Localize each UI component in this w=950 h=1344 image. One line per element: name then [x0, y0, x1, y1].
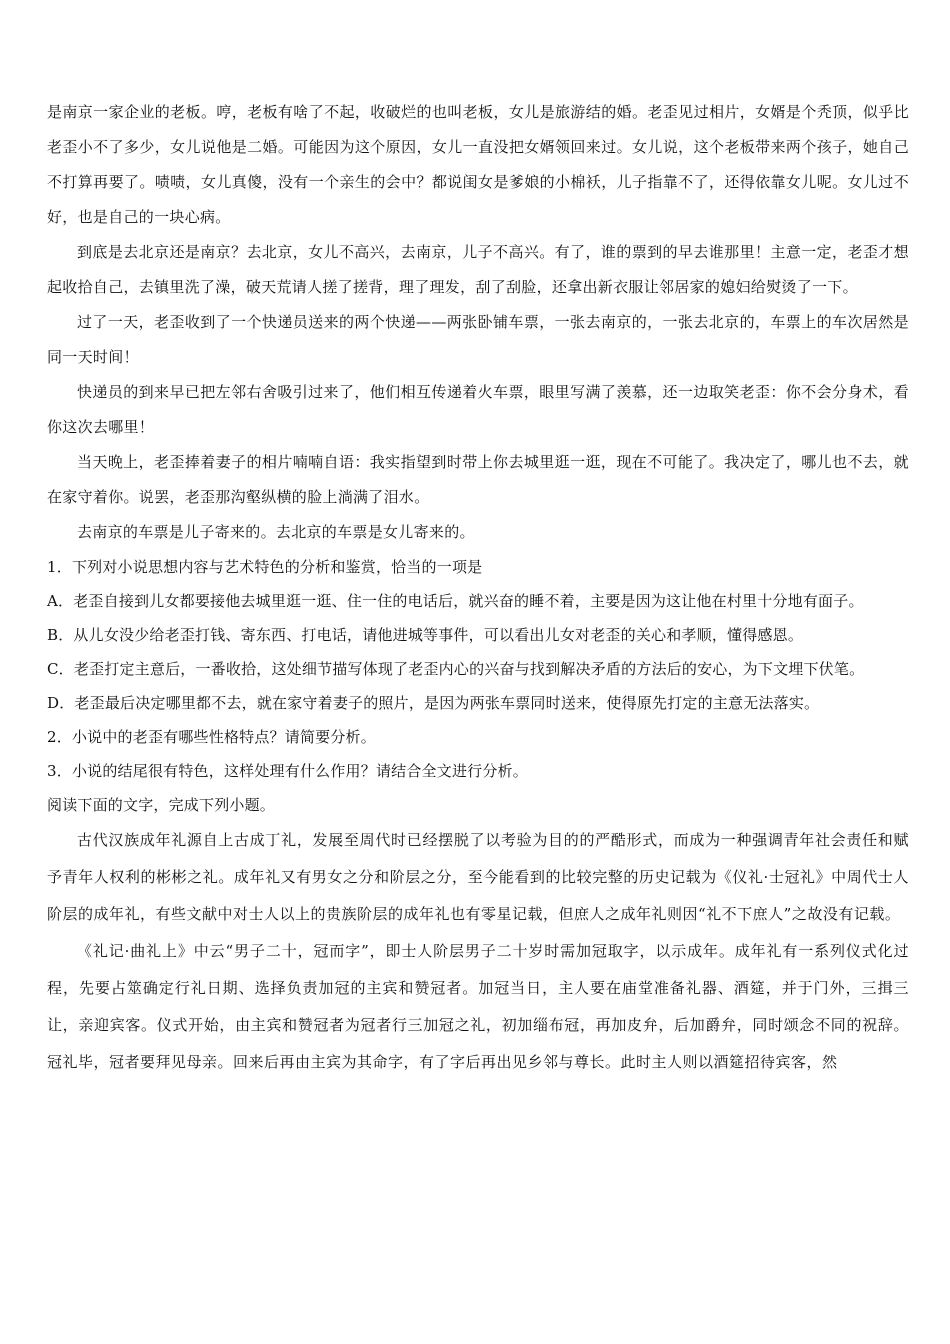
story-passage: [47, 95, 909, 550]
question-3: 3．小说的结尾很有特色，这样处理有什么作用？请结合全文进行分析。: [47, 762, 528, 780]
document-content: [47, 95, 909, 1081]
question-1-option-d: D．老歪最后决定哪里都不去，就在家守着妻子的照片，是因为两张车票同时送来，使得原先打定的主意无法落实。: [47, 694, 820, 712]
questions-section: [47, 550, 909, 788]
question-1-option-b: B．从儿女没少给老歪打钱、寄东西、打电话，请他进城等事件，可以看出儿女对老歪的关心和孝顺，懂得感恩。: [47, 626, 804, 644]
passage2-paragraph-1: 古代汉族成年礼源自上古成丁礼，发展至周代时已经摆脱了以考验为目的的严酷形式，而成为一种强调青年社会责任和赋予青年人权利的彬彬之礼。成年礼又有男女之分和阶层之分，至今能看到的比较完整的历史记载为《仪礼·士冠礼》中周代士人阶层的成年礼，有些文献中对士人以上的贵族阶层的成年礼也有零星记载，但庶人之成年礼则因“礼不下庶人”之故没有记载。: [47, 831, 909, 923]
story-paragraph-1: 是南京一家企业的老板。哼，老板有啥了不起，收破烂的也叫老板，女儿是旅游结的婚。老歪见过相片，女婿是个秃顶，似乎比老歪小不了多少，女儿说他是二婚。可能因为这个原因，女儿一直没把女婿领回来过。女儿说，这个老板带来两个孩子，她自己不打算再要了。啧啧，女儿真傻，没有一个亲生的会中？都说闺女是爹娘的小棉袄，儿子指靠不了，还得依靠女儿呢。女儿过不好，也是自己的一块心病。: [47, 103, 909, 226]
question-1-option-c: C．老歪打定主意后，一番收拾，这处细节描写体现了老歪内心的兴奋与找到解决矛盾的方法后的安心，为下文埋下伏笔。: [47, 660, 865, 678]
passage2-paragraph-2: 《礼记·曲礼上》中云“男子二十，冠而字”，即士人阶层男子二十岁时需加冠取字，以示成年。成年礼有一系列仪式化过程，先要占筮确定行礼日期、选择负责加冠的主宾和赞冠者。加冠当日，主人要在庙堂准备礼器、酒筵，并于门外，三揖三让，亲迎宾客。仪式开始，由主宾和赞冠者为冠者行三加冠之礼，初加缁布冠，再加皮弁，后加爵弁，同时颂念不同的祝辞。冠礼毕，冠者要拜见母亲。回来后再由主宾为其命字，有了字后再出见乡邻与尊长。此时主人则以酒筵招待宾客，然: [47, 942, 909, 1071]
reading-passage-2: [47, 788, 909, 1081]
question-2: 2．小说中的老歪有哪些性格特点？请简要分析。: [47, 728, 376, 746]
question-1-stem: 1．下列对小说思想内容与艺术特色的分析和鉴赏，恰当的一项是: [47, 558, 483, 576]
story-paragraph-6: 去南京的车票是儿子寄来的。去北京的车票是女儿寄来的。: [77, 523, 475, 541]
story-paragraph-4: 快递员的到来早已把左邻右舍吸引过来了，他们相互传递着火车票，眼里写满了羡慕，还一边取笑老歪：你不会分身术，看你这次去哪里！: [47, 383, 909, 436]
reading-instruction: 阅读下面的文字，完成下列小题。: [47, 796, 276, 814]
story-paragraph-3: 过了一天，老歪收到了一个快递员送来的两个快递——两张卧铺车票，一张去南京的，一张去北京的，车票上的车次居然是同一天时间！: [47, 313, 909, 366]
story-paragraph-2: 到底是去北京还是南京？去北京，女儿不高兴，去南京，儿子不高兴。有了，谁的票到的早去谁那里！主意一定，老歪才想起收拾自己，去镇里洗了澡，破天荒请人搓了搓背，理了理发，刮了刮脸，还拿出新衣服让邻居家的媳妇给熨烫了一下。: [47, 243, 909, 296]
story-paragraph-5: 当天晚上，老歪捧着妻子的相片喃喃自语：我实指望到时带上你去城里逛一逛，现在不可能了。我决定了，哪儿也不去，就在家守着你。说罢，老歪那沟壑纵横的脸上淌满了泪水。: [47, 453, 909, 506]
question-1-option-a: A．老歪自接到儿女都要接他去城里逛一逛、住一住的电话后，就兴奋的睡不着，主要是因为这让他在村里十分地有面子。: [47, 592, 864, 610]
